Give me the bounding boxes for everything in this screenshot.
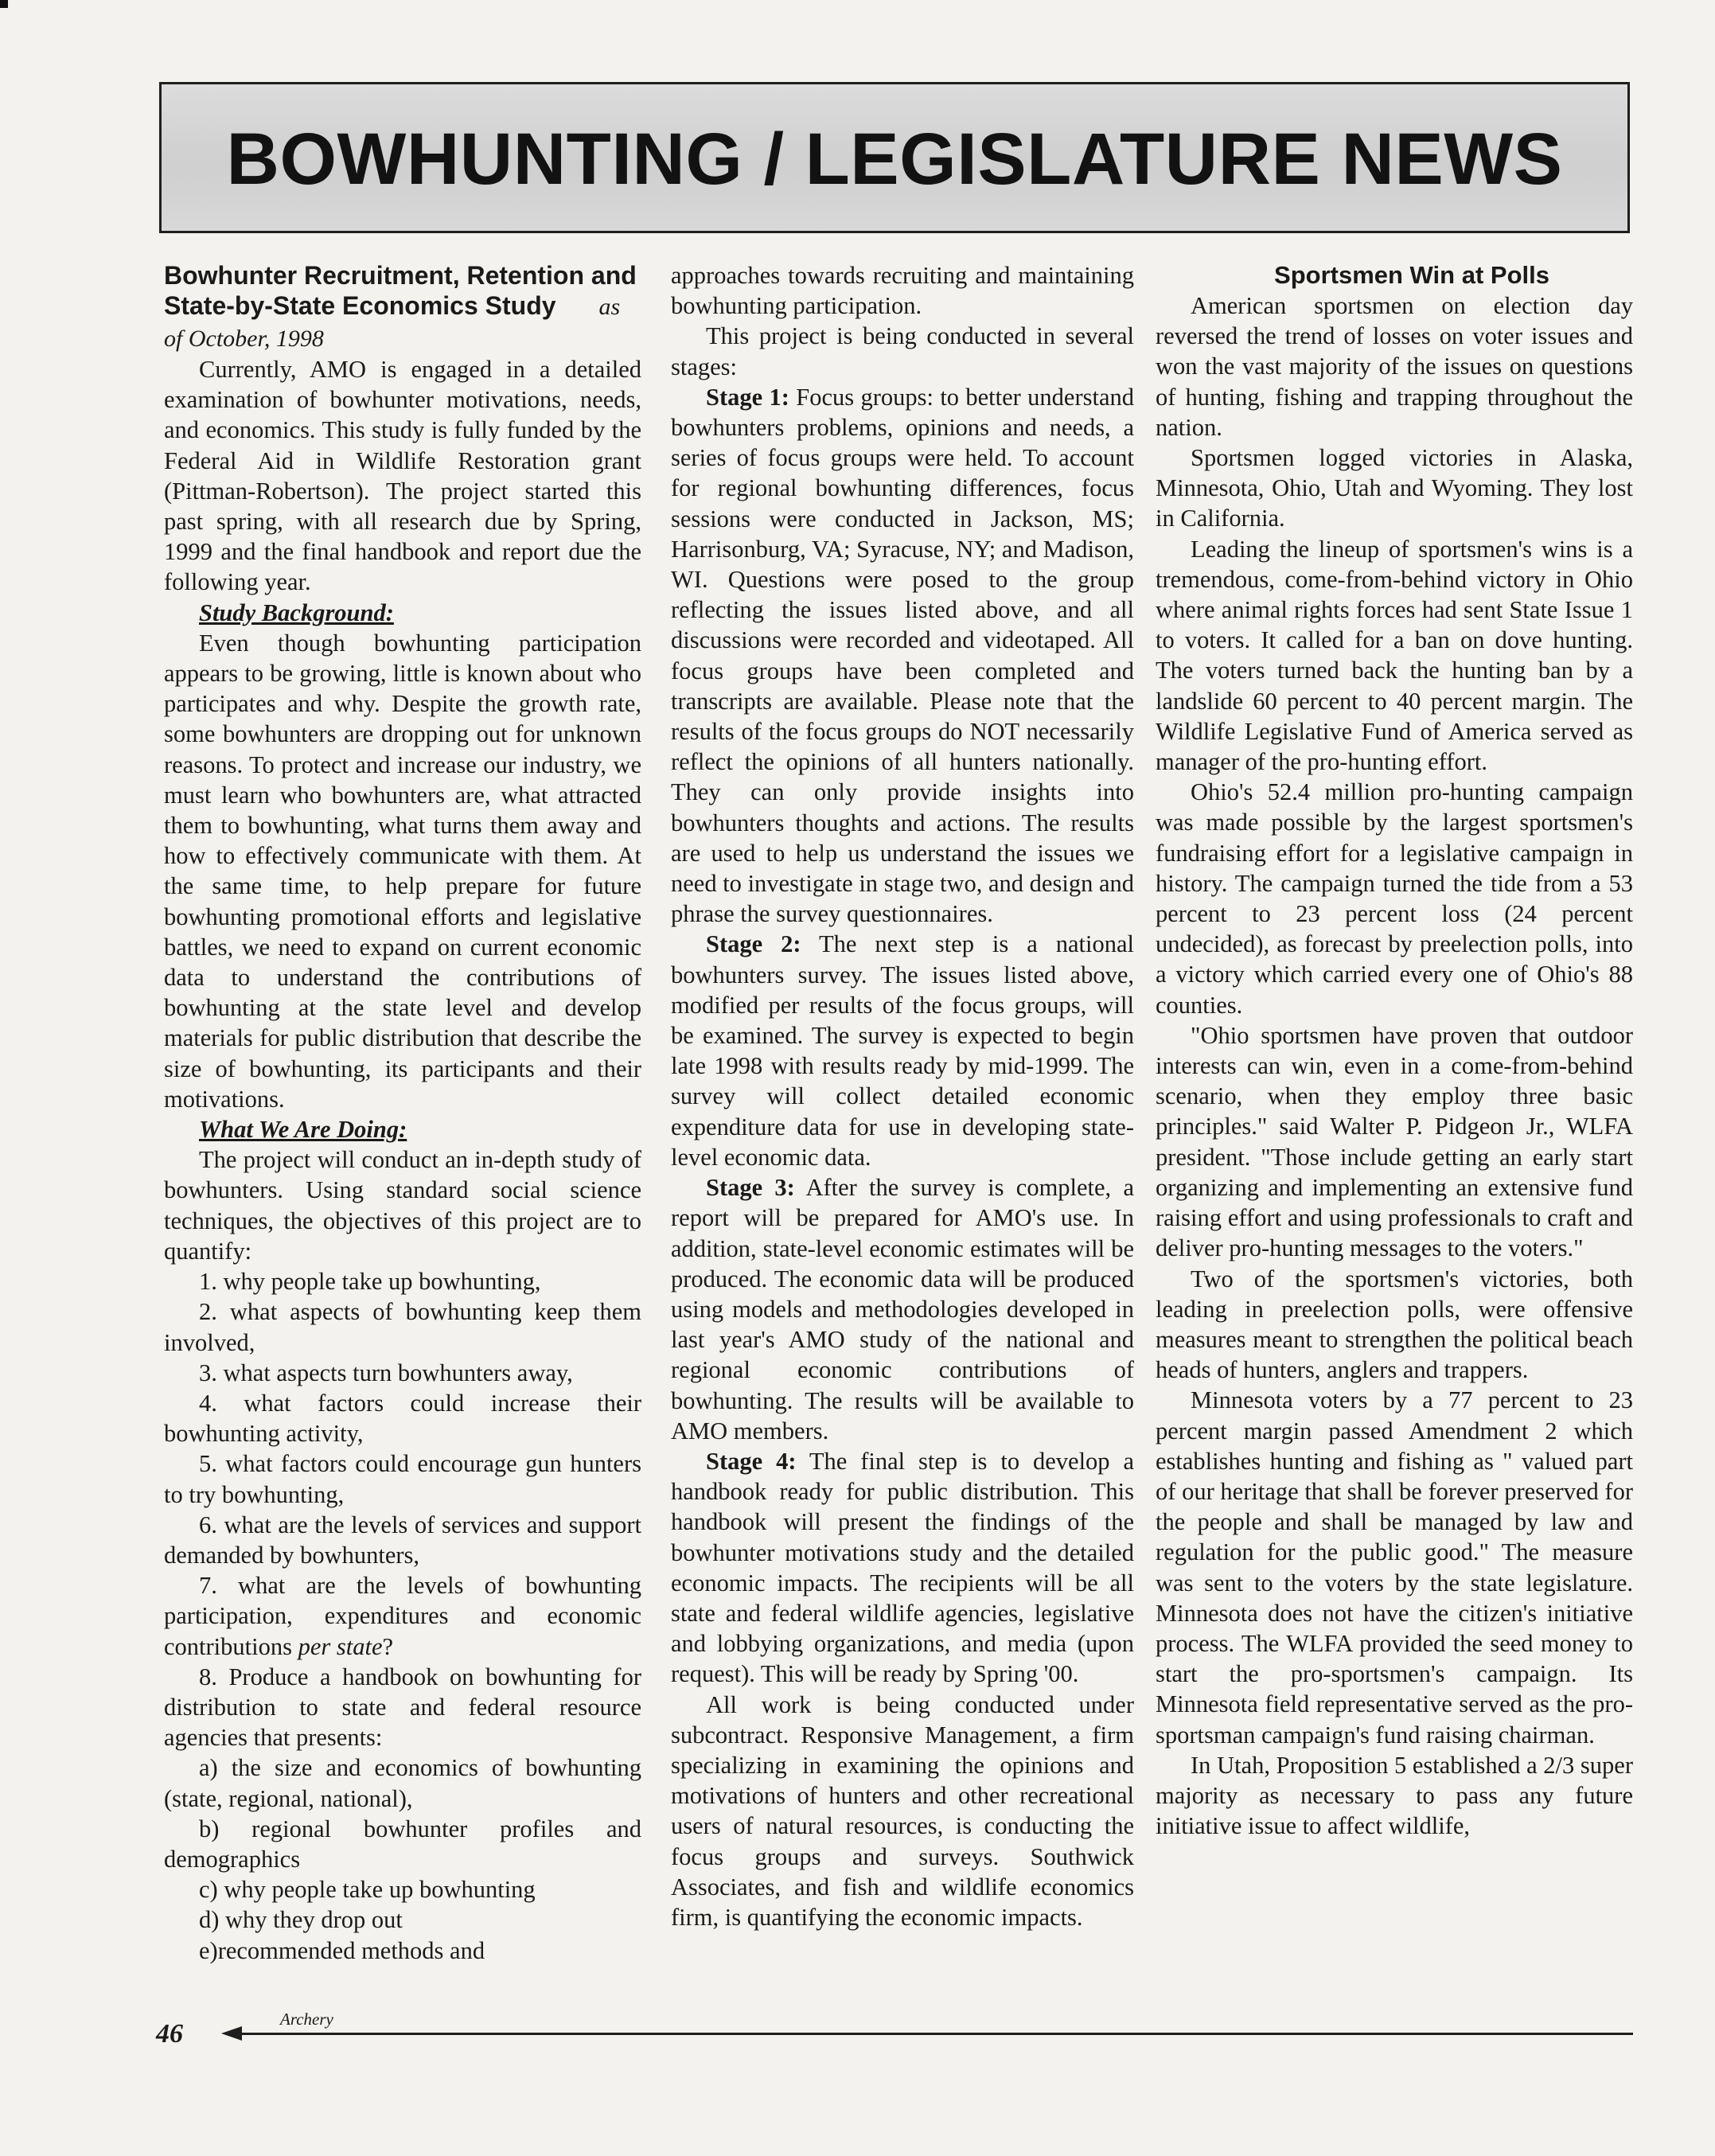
stage-label: Stage 1: <box>706 383 789 411</box>
magazine-name: Archery <box>280 2010 333 2029</box>
subheading <box>164 598 641 628</box>
paragraph: approaches towards recruiting and maintaining bowhunting participation. <box>671 262 1134 320</box>
list-item: 3. what aspects turn bowhunters away, <box>199 1359 573 1386</box>
stage-paragraph <box>671 382 1134 930</box>
subheading-text: Study Background: <box>199 598 394 626</box>
paragraph: "Ohio sportsmen have proven that outdoor interests can win, even in a come-from-behind scenario, when they employ three basic principles." said Walter P. Pidgeon Jr., WLFA president. "Those include getting an early start organizing and implementing an extensive fund raising effort and using professionals to craft and deliver pro-hunting messages to the voters." <box>1156 1021 1633 1262</box>
stage-text: Focus groups: to better understand bowhunters problems, opinions and needs, a series of focus groups were held. To account for regional bowhunting differences, focus sessions were conducted in Jackson, MS; Harrisonburg, VA; Syracuse, NY; and Madison, WI. Questions were posed to the group reflecting the issues listed above, and all discussions were recorded and videotaped. All focus groups have been completed and transcripts are available. Please note that the results of the focus groups do NOT necessarily reflect the opinions of all hunters nationally. They can only provide insights into bowhunters thoughts and actions. The results are used to help us understand the issues we need to investigate in stage two, and design and phrase the survey questionnaires. <box>671 383 1134 928</box>
stage-label: Stage 2: <box>706 930 801 958</box>
paragraph: Two of the sportsmen's victories, both leading in preelection polls, were offensive measures meant to strengthen the political beach heads of hunters, anglers and trappers. <box>1156 1265 1633 1384</box>
stage-paragraph <box>671 929 1134 1172</box>
stage-paragraph <box>671 1446 1134 1690</box>
list-item <box>164 1570 641 1662</box>
sub-list-item: a) the size and economics of bowhunting (state, regional, national), <box>164 1754 641 1812</box>
stage-label: Stage 4: <box>706 1447 797 1475</box>
list-item-end: ? <box>382 1632 394 1660</box>
column-left <box>164 260 641 2035</box>
list-item: 1. why people take up bowhunting, <box>199 1268 541 1296</box>
list-item: 6. what are the levels of services and support demanded by bowhunters, <box>164 1511 641 1569</box>
paragraph: All work is being conducted under subcontract. Responsive Management, a firm specializing in examining the opinions and motivations of hunters and other recreational users of natural resources, is conducting the focus groups and surveys. Southwick Associates, and fish and wildlife economics firm, is quantifying the economic impacts. <box>671 1690 1134 1931</box>
list-item: 2. what aspects of bowhunting keep them involved, <box>164 1298 641 1356</box>
subheading-text: What We Are Doing: <box>199 1116 407 1144</box>
paragraph: American sportsmen on election day reversed the trend of losses on voter issues and won the vast majority of the issues on questions of hunting, fishing and trapping throughout the nation. <box>1156 292 1633 441</box>
stage-text: After the survey is complete, a report will be prepared for AMO's use. In addition, state-level economic estimates will be produced. The economic data will be produced using models and methodologies developed in last year's AMO study of the national and regional economic contributions of bowhunting. The results will be available to AMO members. <box>671 1174 1134 1444</box>
paragraph: Currently, AMO is engaged in a detailed examination of bowhunter motivations, needs, and economics. This study is fully funded by the Federal Aid in Wildlife Restoration grant (Pittman-Robertson). The project started this past spring, with all research due by Spring, 1999 and the final handbook and report due the following year. <box>164 356 641 596</box>
list-item-emphasis: per state <box>298 1632 383 1660</box>
paragraph: This project is being conducted in several stages: <box>671 322 1134 380</box>
paragraph: Even though bowhunting participation appears to be growing, little is known about who participates and why. Despite the growth rate, some bowhunters are dropping out for unknown reasons. To protect and increase our industry, we must learn who bowhunters are, what attracted them to bowhunting, what turns them away and how to effectively communicate with them. At the same time, to help prepare for future bowhunting promotional efforts and legislative battles, we need to expand on current economic data to understand the contributions of bowhunting at the state level and develop materials for public distribution that describe the size of bowhunting, its participants and their motivations. <box>164 629 641 1113</box>
paragraph: In Utah, Proposition 5 established a 2/3 super majority as necessary to pass any future initiative issue to affect wildlife, <box>1156 1751 1633 1840</box>
article-dateline: as of October, 1998 <box>164 294 621 352</box>
section-header-banner <box>159 82 1630 233</box>
paragraph: Ohio's 52.4 million pro-hunting campaign was made possible by the largest sportsmen's fundraising effort for a legislative campaign in history. The campaign turned the tide from a 53 percent to 23 percent loss (24 percent undecided), as forecast by preelection polls, into a victory which carried every one of Ohio's 88 counties. <box>1156 778 1633 1019</box>
stage-label: Stage 3: <box>706 1174 795 1202</box>
list-item-text: 7. what are the levels of bowhunting participation, expenditures and economic contributions <box>164 1572 641 1660</box>
column-right <box>1156 260 1633 2035</box>
list-item: 5. what factors could encourage gun hunters to try bowhunting, <box>164 1450 641 1508</box>
page-title: BOWHUNTING / LEGISLATURE NEWS <box>226 119 1563 200</box>
article-heading: Sportsmen Win at Polls <box>1274 261 1549 289</box>
column-middle <box>671 260 1134 2035</box>
page-number: 46 <box>156 2019 183 2049</box>
list-item: 4. what factors could increase their bowhunting activity, <box>164 1389 641 1448</box>
stage-paragraph <box>671 1172 1134 1446</box>
stage-text: The final step is to develop a handbook ready for public distribution. This handbook will present the findings of the bowhunter motivations study and the detailed economic impacts. The recipients will be all state and federal wildlife agencies, legislative and lobbying organizations, and media (upon request). This will be ready by Spring '00. <box>671 1447 1134 1688</box>
sub-list-item: c) why people take up bowhunting <box>199 1876 536 1904</box>
stage-text: The next step is a national bowhunters survey. The issues listed above, modified per results of the focus groups, will be examined. The survey is expected to begin late 1998 with results ready by mid-1999. The survey will collect detailed economic expenditure data for use in developing state-level economic data. <box>671 930 1134 1171</box>
paragraph: Sportsmen logged victories in Alaska, Minnesota, Ohio, Utah and Wyoming. They lost in California. <box>1156 444 1633 532</box>
article-heading <box>164 260 641 354</box>
sub-list-item: e)recommended methods and <box>199 1936 485 1964</box>
list-item: 8. Produce a handbook on bowhunting for distribution to state and federal resource agencies that presents: <box>164 1663 641 1752</box>
paragraph: Minnesota voters by a 77 percent to 23 percent margin passed Amendment 2 which establishes hunting and fishing as " valued part of our heritage that shall be forever preserved for the people and shall be managed by law and regulation for the public good." The measure was sent to the voters by the state legislature. Minnesota does not have the citizen's initiative process. The WLFA provided the seed money to start the pro-sportsmen's campaign. Its Minnesota field representative served as the pro-sportsman campaign's fund raising chairman. <box>1156 1386 1633 1749</box>
subheading <box>164 1114 641 1144</box>
sub-list-item: d) why they drop out <box>199 1906 403 1934</box>
footer-rule <box>239 2033 1633 2035</box>
sub-list-item: b) regional bowhunter profiles and demographics <box>164 1815 641 1873</box>
corner-crop-mark <box>0 0 8 8</box>
paragraph: The project will conduct an in-depth study of bowhunters. Using standard social science techniques, the objectives of this project are to quantify: <box>164 1146 641 1265</box>
article-heading-text: Bowhunter Recruitment, Retention and State-by-State Economics Study <box>164 261 637 320</box>
paragraph: Leading the lineup of sportsmen's wins is a tremendous, come-from-behind victory in Ohio where animal rights forces had sent State Issue 1 to voters. It called for a ban on dove hunting. The voters turned back the hunting ban by a landslide 60 percent to 40 percent margin. The Wildlife Legislative Fund of America served as manager of the pro-hunting effort. <box>1156 535 1633 776</box>
